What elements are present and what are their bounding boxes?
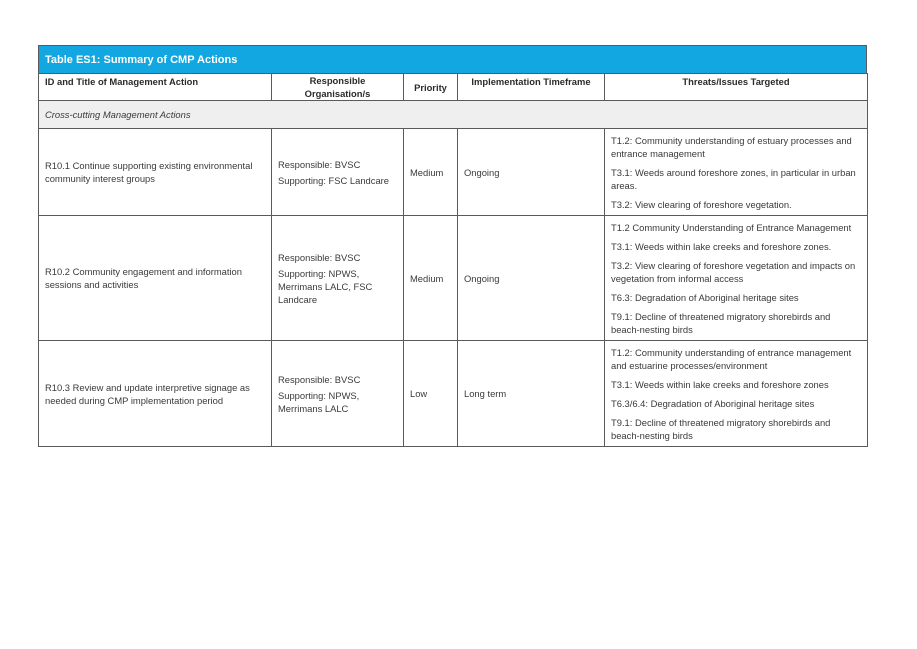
threat-item: T6.3/6.4: Degradation of Aboriginal heritage sites	[611, 397, 815, 409]
supporting-org: Supporting: NPWS, Merrimans LALC	[278, 389, 360, 414]
threat-item: T3.2: View clearing of foreshore vegetation and impacts on vegetation from informal access	[611, 259, 856, 284]
threat-item: T3.1: Weeds around foreshore zones, in particular in urban areas.	[611, 166, 856, 191]
responsible-org: Responsible: BVSC	[278, 251, 361, 263]
responsible-org: Responsible: BVSC	[278, 158, 361, 170]
supporting-org: Supporting: FSC Landcare	[278, 174, 390, 186]
cmp-actions-table	[38, 45, 867, 447]
timeframe-cell: Ongoing	[458, 216, 605, 341]
threats-cell	[605, 341, 868, 447]
threat-item: T1.2: Community understanding of estuary processes and entrance management	[611, 134, 852, 159]
threat-item: T3.1: Weeds within lake creeks and foreshore zones.	[611, 240, 832, 252]
responsible-cell	[272, 129, 404, 216]
header-id-title: ID and Title of Management Action	[39, 74, 272, 101]
table-row	[39, 129, 868, 216]
section-row	[39, 101, 868, 129]
priority-cell: Medium	[404, 129, 458, 216]
threat-item: T3.2: View clearing of foreshore vegetation.	[611, 198, 792, 210]
threats-cell	[605, 129, 868, 216]
action-title: R10.2 Community engagement and information sessions and activities	[39, 216, 272, 341]
timeframe-cell: Long term	[458, 341, 605, 447]
table-row	[39, 341, 868, 447]
action-title: R10.1 Continue supporting existing environmental community interest groups	[39, 129, 272, 216]
action-title: R10.3 Review and update interpretive signage as needed during CMP implementation period	[39, 341, 272, 447]
header-responsible: Responsible Organisation/s	[272, 74, 404, 101]
header-priority: Priority	[404, 74, 458, 101]
responsible-cell	[272, 341, 404, 447]
threat-item: T1.2: Community understanding of entrance management and estuarine processes/environment	[611, 346, 852, 371]
threat-item: T9.1: Decline of threatened migratory shorebirds and beach-nesting birds	[611, 310, 831, 335]
timeframe-cell: Ongoing	[458, 129, 605, 216]
priority-cell: Medium	[404, 216, 458, 341]
header-row	[39, 74, 868, 101]
threat-item: T6.3: Degradation of Aboriginal heritage sites	[611, 291, 799, 303]
section-label: Cross-cutting Management Actions	[39, 101, 868, 129]
threat-item: T1.2 Community Understanding of Entrance Management	[611, 221, 852, 233]
table-row	[39, 216, 868, 341]
threat-item: T3.1: Weeds within lake creeks and foreshore zones	[611, 378, 829, 390]
threat-item: T9.1: Decline of threatened migratory shorebirds and beach-nesting birds	[611, 416, 831, 441]
threats-cell	[605, 216, 868, 341]
table-title: Table ES1: Summary of CMP Actions	[38, 45, 867, 73]
supporting-org: Supporting: NPWS, Merrimans LALC, FSC Landcare	[278, 267, 373, 305]
priority-cell: Low	[404, 341, 458, 447]
header-timeframe: Implementation Timeframe	[458, 74, 605, 101]
actions-grid	[38, 73, 868, 447]
header-threats: Threats/Issues Targeted	[605, 74, 868, 101]
responsible-cell	[272, 216, 404, 341]
responsible-org: Responsible: BVSC	[278, 373, 361, 385]
